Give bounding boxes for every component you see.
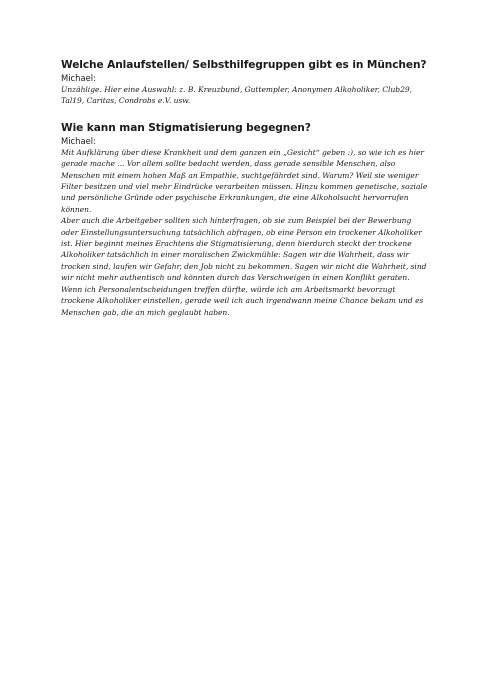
answer-text xyxy=(61,147,439,318)
answer-line: Tal19, Caritas, Condrobs e.V. usw. xyxy=(61,96,191,106)
answer-text xyxy=(61,84,439,107)
answer-line: Filter besitzen und viel mehr Eindrücke verarbeiten müssen. Hinzu kommen genetische, soziale xyxy=(61,182,428,192)
speaker-label: Michael: xyxy=(61,135,96,146)
answer-line: Wenn ich Personalentscheidungen treffen dürfte, würde ich am Arbeitsmarkt bevorzugt xyxy=(61,284,396,294)
answer-line: Mit Aufklärung über diese Krankheit und dem ganzen ein „Gesicht“ geben :), so wie ich es hier xyxy=(61,147,424,157)
answer-line: wir nicht mehr authentisch und könnten durch das Verschweigen in einen Konflikt geraten. xyxy=(61,273,410,283)
answer-line: ist. Hier beginnt meines Erachtens die Stigmatisierung, denn hierdurch steckt der trockene xyxy=(61,239,412,249)
speaker-label: Michael: xyxy=(61,73,96,83)
section-stigmatisierung xyxy=(61,121,439,318)
document-page xyxy=(61,58,439,318)
answer-line: Alkoholiker tatsächlich in einer moralischen Zwickmühle: Sagen wir die Wahrheit, dass wir xyxy=(61,250,410,260)
answer-line: gerade mache ... Vor allem sollte bedacht werden, dass gerade sensible Menschen, also xyxy=(61,159,396,169)
answer-line: trockene Alkoholiker einstellen, gerade weil ich auch irgendwann meine Chance bekam und es xyxy=(61,296,424,306)
answer-line: Unzählige. Hier eine Auswahl: z. B. Kreuzbund, Guttempler, Anonymen Alkoholiker, Club29, xyxy=(61,85,412,94)
answer-line: können. xyxy=(61,204,92,214)
section-heading: Welche Anlaufstellen/ Selbsthilfegruppen gibt es in München? xyxy=(61,59,427,71)
answer-line: oder Einstellungsuntersuchung tatsächlich abfragen, ob eine Person ein trockener Alkoholiker xyxy=(61,227,422,237)
section-anlaufstellen xyxy=(61,58,439,107)
section-heading: Wie kann man Stigmatisierung begegnen? xyxy=(61,121,311,134)
answer-line: Aber auch die Arbeitgeber sollten sich hinterfragen, ob sie zum Beispiel bei der Bewerbung xyxy=(61,216,412,226)
answer-line: Menschen gab, die an mich geglaubt haben. xyxy=(61,307,230,317)
answer-line: und persönliche Gründe oder psychische Erkrankungen, die eine Alkoholsucht hervorrufen xyxy=(61,193,409,203)
answer-line: Menschen mit einem hohen Maß an Empathie, suchtgefährdet sind. Warum? Weil sie weniger xyxy=(61,170,419,180)
answer-line: trocken sind, laufen wir Gefahr, den Job nicht zu bekommen. Sagen wir nicht die Wahrheit, sind xyxy=(61,261,427,271)
